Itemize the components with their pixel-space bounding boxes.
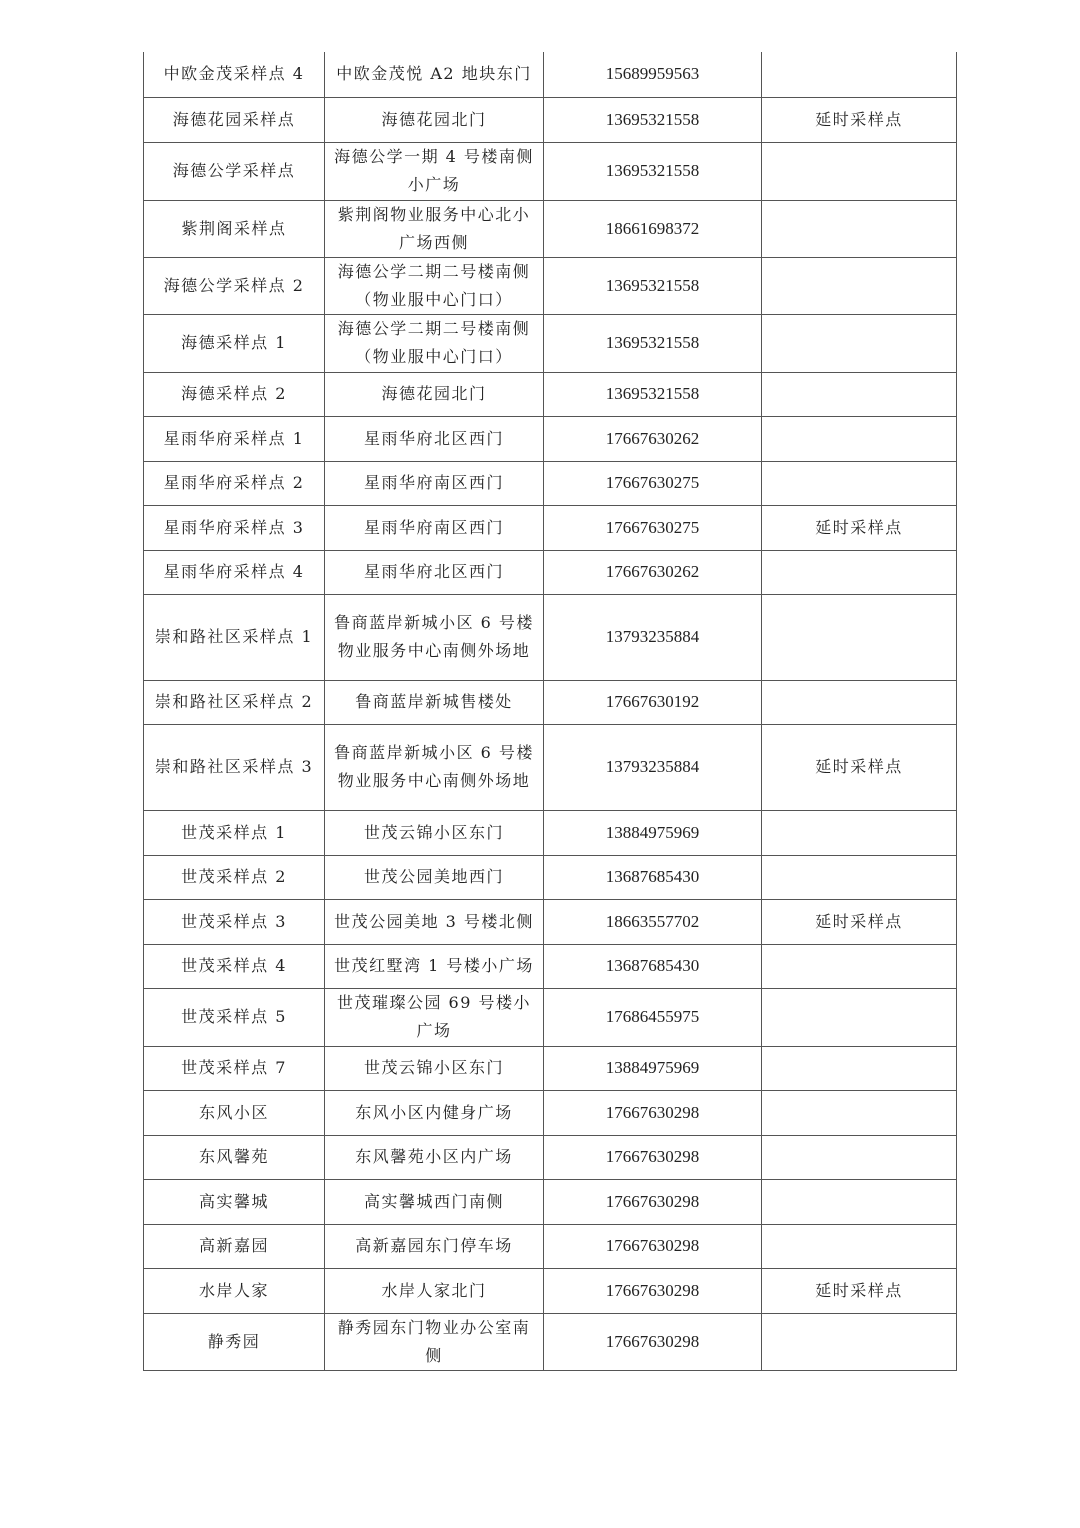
phone-cell: 13884975969 (544, 1046, 762, 1090)
site-name-cell: 中欧金茂采样点 4 (144, 52, 325, 97)
note-cell (762, 550, 957, 594)
address-cell: 世茂璀璨公园 69 号楼小广场 (325, 988, 544, 1046)
address-cell: 星雨华府北区西门 (325, 416, 544, 461)
table-row (144, 855, 957, 899)
address-cell: 星雨华府北区西门 (325, 550, 544, 594)
phone-cell: 13695321558 (544, 372, 762, 416)
note-cell (762, 988, 957, 1046)
site-name-cell: 海德采样点 1 (144, 314, 325, 372)
address-cell: 紫荆阁物业服务中心北小广场西侧 (325, 200, 544, 257)
site-name-cell: 静秀园 (144, 1313, 325, 1370)
address-cell: 东风馨苑小区内广场 (325, 1135, 544, 1179)
phone-cell: 17667630275 (544, 505, 762, 550)
table-row (144, 1179, 957, 1224)
table-row (144, 505, 957, 550)
phone-cell: 13884975969 (544, 810, 762, 855)
phone-cell: 17667630192 (544, 680, 762, 724)
table-row (144, 97, 957, 142)
table-row (144, 416, 957, 461)
phone-cell: 13695321558 (544, 97, 762, 142)
table-row (144, 1224, 957, 1268)
address-cell: 中欧金茂悦 A2 地块东门 (325, 52, 544, 97)
note-cell (762, 1179, 957, 1224)
note-cell (762, 1135, 957, 1179)
phone-cell: 17686455975 (544, 988, 762, 1046)
note-cell (762, 855, 957, 899)
site-name-cell: 世茂采样点 4 (144, 944, 325, 988)
address-cell: 星雨华府南区西门 (325, 461, 544, 505)
table-row (144, 594, 957, 680)
address-cell: 海德公学二期二号楼南侧（物业服中心门口） (325, 314, 544, 372)
site-name-cell: 海德公学采样点 2 (144, 257, 325, 314)
sampling-sites-sheet (143, 52, 956, 1371)
table-row (144, 1090, 957, 1135)
table-row (144, 550, 957, 594)
table-row (144, 944, 957, 988)
phone-cell: 15689959563 (544, 52, 762, 97)
site-name-cell: 东风小区 (144, 1090, 325, 1135)
site-name-cell: 世茂采样点 1 (144, 810, 325, 855)
note-cell (762, 1313, 957, 1370)
table-row (144, 52, 957, 97)
note-cell (762, 257, 957, 314)
phone-cell: 13695321558 (544, 257, 762, 314)
note-cell (762, 1046, 957, 1090)
site-name-cell: 星雨华府采样点 4 (144, 550, 325, 594)
phone-cell: 17667630298 (544, 1268, 762, 1313)
address-cell: 鲁商蓝岸新城小区 6 号楼物业服务中心南侧外场地 (325, 594, 544, 680)
site-name-cell: 世茂采样点 3 (144, 899, 325, 944)
address-cell: 高实馨城西门南侧 (325, 1179, 544, 1224)
site-name-cell: 世茂采样点 5 (144, 988, 325, 1046)
site-name-cell: 崇和路社区采样点 1 (144, 594, 325, 680)
note-cell (762, 461, 957, 505)
site-name-cell: 崇和路社区采样点 2 (144, 680, 325, 724)
address-cell: 海德公学二期二号楼南侧（物业服中心门口） (325, 257, 544, 314)
table-row (144, 1268, 957, 1313)
site-name-cell: 紫荆阁采样点 (144, 200, 325, 257)
address-cell: 东风小区内健身广场 (325, 1090, 544, 1135)
site-name-cell: 星雨华府采样点 2 (144, 461, 325, 505)
address-cell: 海德花园北门 (325, 97, 544, 142)
table-row (144, 988, 957, 1046)
table-row (144, 257, 957, 314)
table-row (144, 810, 957, 855)
address-cell: 鲁商蓝岸新城小区 6 号楼物业服务中心南侧外场地 (325, 724, 544, 810)
table-row (144, 1313, 957, 1370)
address-cell: 海德花园北门 (325, 372, 544, 416)
note-cell (762, 1224, 957, 1268)
table-row (144, 314, 957, 372)
table-row (144, 680, 957, 724)
phone-cell: 17667630298 (544, 1224, 762, 1268)
table-row (144, 142, 957, 200)
address-cell: 世茂云锦小区东门 (325, 810, 544, 855)
site-name-cell: 海德采样点 2 (144, 372, 325, 416)
table-row (144, 724, 957, 810)
phone-cell: 17667630298 (544, 1179, 762, 1224)
site-name-cell: 海德公学采样点 (144, 142, 325, 200)
address-cell: 世茂公园美地 3 号楼北侧 (325, 899, 544, 944)
note-cell (762, 944, 957, 988)
note-cell: 延时采样点 (762, 724, 957, 810)
note-cell (762, 52, 957, 97)
note-cell (762, 416, 957, 461)
phone-cell: 17667630275 (544, 461, 762, 505)
phone-cell: 13793235884 (544, 594, 762, 680)
site-name-cell: 世茂采样点 7 (144, 1046, 325, 1090)
address-cell: 水岸人家北门 (325, 1268, 544, 1313)
note-cell (762, 810, 957, 855)
phone-cell: 13687685430 (544, 944, 762, 988)
site-name-cell: 星雨华府采样点 3 (144, 505, 325, 550)
phone-cell: 18661698372 (544, 200, 762, 257)
table-row (144, 1135, 957, 1179)
note-cell (762, 314, 957, 372)
site-name-cell: 崇和路社区采样点 3 (144, 724, 325, 810)
address-cell: 静秀园东门物业办公室南侧 (325, 1313, 544, 1370)
address-cell: 海德公学一期 4 号楼南侧小广场 (325, 142, 544, 200)
phone-cell: 17667630262 (544, 416, 762, 461)
phone-cell: 13695321558 (544, 142, 762, 200)
table-row (144, 899, 957, 944)
address-cell: 世茂公园美地西门 (325, 855, 544, 899)
phone-cell: 13687685430 (544, 855, 762, 899)
note-cell (762, 1090, 957, 1135)
phone-cell: 13695321558 (544, 314, 762, 372)
sampling-sites-table (143, 52, 957, 1371)
phone-cell: 13793235884 (544, 724, 762, 810)
phone-cell: 17667630298 (544, 1313, 762, 1370)
address-cell: 高新嘉园东门停车场 (325, 1224, 544, 1268)
note-cell (762, 142, 957, 200)
note-cell: 延时采样点 (762, 505, 957, 550)
site-name-cell: 高新嘉园 (144, 1224, 325, 1268)
site-name-cell: 东风馨苑 (144, 1135, 325, 1179)
phone-cell: 17667630262 (544, 550, 762, 594)
site-name-cell: 水岸人家 (144, 1268, 325, 1313)
note-cell: 延时采样点 (762, 1268, 957, 1313)
site-name-cell: 星雨华府采样点 1 (144, 416, 325, 461)
table-row (144, 461, 957, 505)
table-row (144, 200, 957, 257)
site-name-cell: 海德花园采样点 (144, 97, 325, 142)
note-cell (762, 372, 957, 416)
address-cell: 世茂云锦小区东门 (325, 1046, 544, 1090)
phone-cell: 17667630298 (544, 1090, 762, 1135)
address-cell: 世茂红墅湾 1 号楼小广场 (325, 944, 544, 988)
address-cell: 鲁商蓝岸新城售楼处 (325, 680, 544, 724)
phone-cell: 18663557702 (544, 899, 762, 944)
note-cell: 延时采样点 (762, 97, 957, 142)
address-cell: 星雨华府南区西门 (325, 505, 544, 550)
note-cell: 延时采样点 (762, 899, 957, 944)
note-cell (762, 594, 957, 680)
table-row (144, 1046, 957, 1090)
table-row (144, 372, 957, 416)
site-name-cell: 世茂采样点 2 (144, 855, 325, 899)
site-name-cell: 高实馨城 (144, 1179, 325, 1224)
phone-cell: 17667630298 (544, 1135, 762, 1179)
note-cell (762, 680, 957, 724)
note-cell (762, 200, 957, 257)
